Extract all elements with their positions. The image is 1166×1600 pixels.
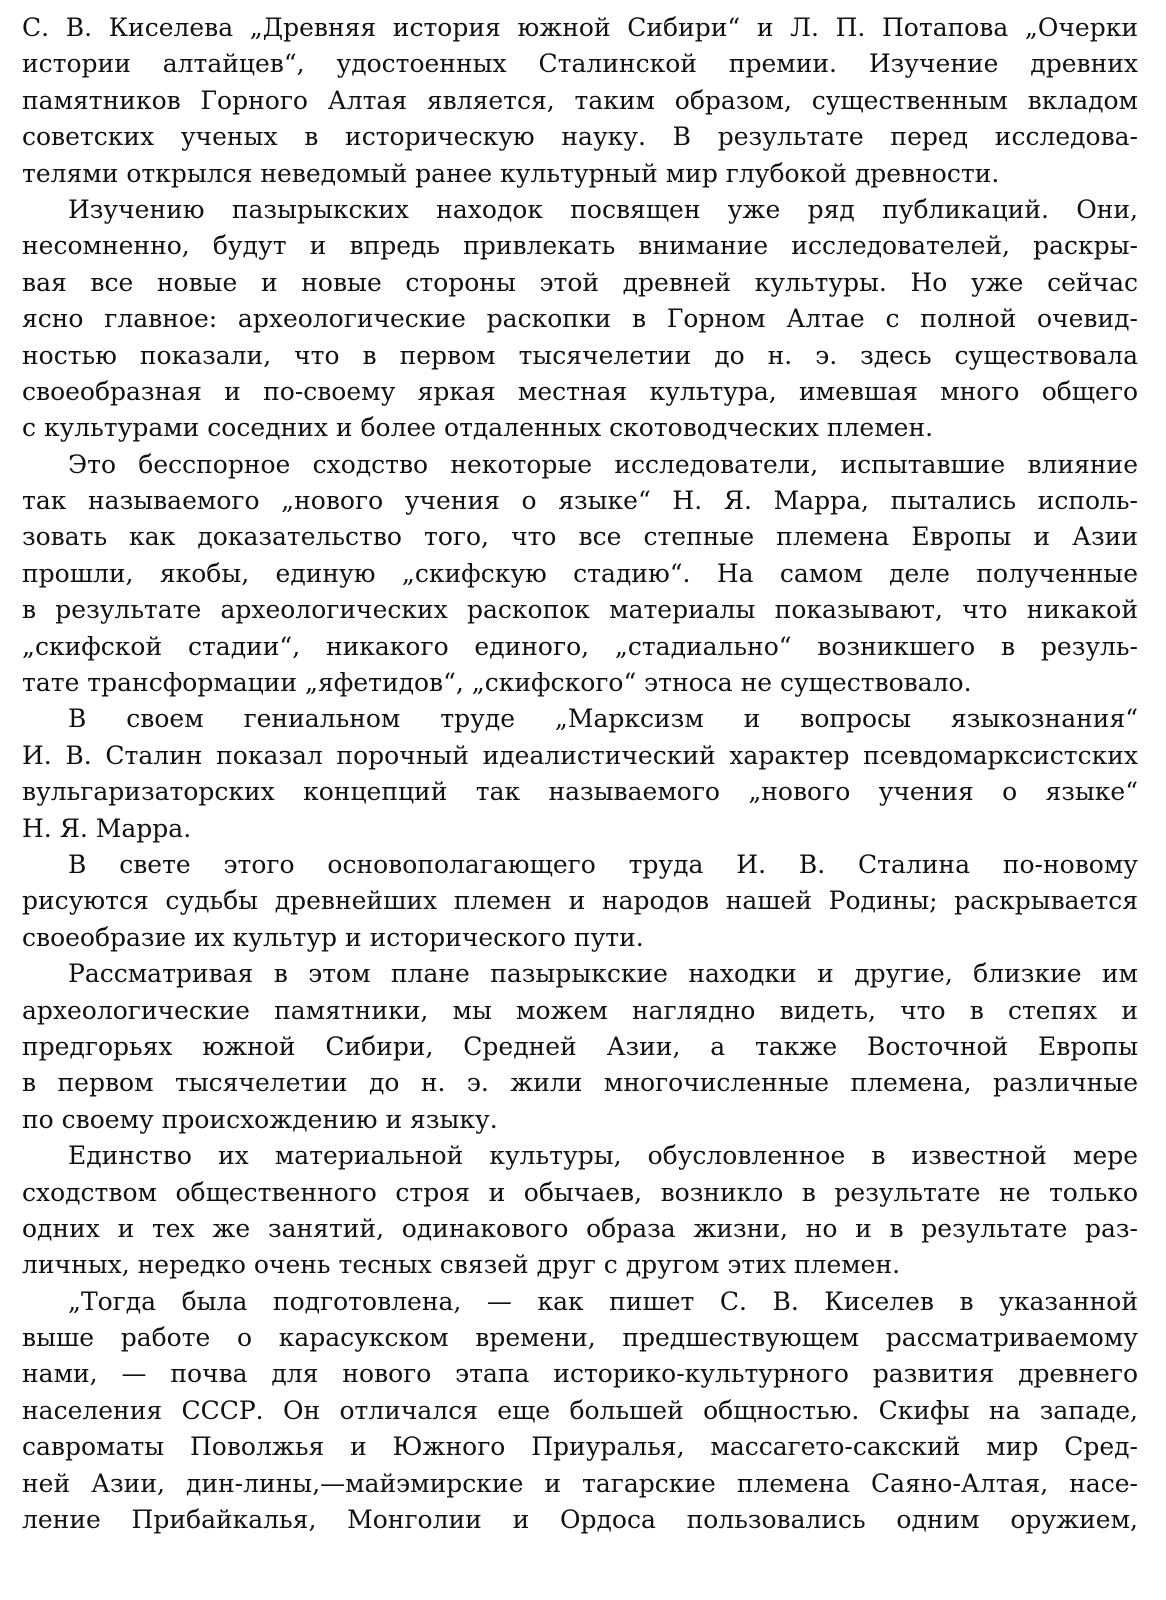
text-line: ней Азии, дин-лины,—майэмирские и тагарские племена Саяно-Алтая, насе- xyxy=(22,1468,1138,1498)
paragraph-1 xyxy=(22,10,1138,192)
text-line: советских ученых в историческую науку. В результате перед исследова- xyxy=(22,122,1138,152)
text-line: населения СССР. Он отличался еще большей общностью. Скифы на западе, xyxy=(22,1395,1138,1425)
text-line: С. В. Киселева „Древняя история южной Сибири“ и Л. П. Потапова „Очерки xyxy=(22,13,1138,42)
text-line: так называемого „нового учения о языке“ Н. Я. Марра, пытались исполь- xyxy=(22,486,1138,516)
text-line: археологические памятники, мы можем наглядно видеть, что в степях и xyxy=(22,995,1138,1025)
text-line: в результате археологических раскопок материалы показывают, что никакой xyxy=(22,595,1138,625)
text-line: Это бесспорное сходство некоторые исследователи, испытавшие влияние xyxy=(68,449,1138,479)
text-line: по своему происхождению и языку. xyxy=(22,1104,498,1134)
text-line: вульгаризаторских концепций так называемого „нового учения о языке“ xyxy=(22,777,1138,807)
text-line: несомненно, будут и впредь привлекать внимание исследователей, раскры- xyxy=(22,231,1138,261)
text-line: „скифской стадии“, никакого единого, „стадиально“ возникшего в резуль- xyxy=(22,631,1138,661)
paragraph-6 xyxy=(22,956,1138,1138)
text-line: своеобразие их культур и исторического пути. xyxy=(22,922,644,952)
text-line: сходством общественного строя и обычаев, возникло в результате не только xyxy=(22,1177,1138,1207)
text-line: савроматы Поволжья и Южного Приуралья, массагето-сакский мир Сред- xyxy=(22,1432,1138,1462)
text-line: личных, нередко очень тесных связей друг с другом этих племен. xyxy=(22,1250,901,1280)
paragraph-5 xyxy=(22,847,1138,956)
text-line: Рассматривая в этом плане пазырыкские находки и другие, близкие им xyxy=(68,959,1138,989)
text-line: „Тогда была подготовлена, — как пишет С. В. Киселев в указанной xyxy=(68,1286,1138,1316)
text-line: ностью показали, что в первом тысячелетии до н. э. здесь существовала xyxy=(22,340,1138,370)
text-line: с культурами соседних и более отдаленных скотоводческих племен. xyxy=(22,413,934,443)
paragraph-2 xyxy=(22,192,1138,447)
text-line: нами, — почва для нового этапа историко-культурного развития древнего xyxy=(22,1359,1138,1389)
text-line: выше работе о карасукском времени, предшествующем рассматриваемому xyxy=(22,1323,1138,1353)
paragraph-4 xyxy=(22,701,1138,847)
paragraph-8 xyxy=(22,1284,1138,1539)
text-line: тате трансформации „яфетидов“, „скифского“ этноса не существовало. xyxy=(22,668,972,698)
text-line: предгорьях южной Сибири, Средней Азии, а также Восточной Европы xyxy=(22,1031,1138,1061)
document-page xyxy=(22,10,1138,1538)
text-line: своеобразная и по-своему яркая местная культура, имевшая много общего xyxy=(22,376,1138,406)
text-line: рисуются судьбы древнейших племен и народов нашей Родины; раскрывается xyxy=(22,886,1138,916)
text-line: одних и тех же занятий, одинакового образа жизни, но и в результате раз- xyxy=(22,1213,1138,1243)
text-line: Единство их материальной культуры, обусловленное в известной мере xyxy=(68,1141,1138,1171)
paragraph-7 xyxy=(22,1138,1138,1284)
text-line: в первом тысячелетии до н. э. жили многочисленные племена, различные xyxy=(22,1068,1138,1098)
text-line: В свете этого основополагающего труда И. В. Сталина по-новому xyxy=(68,849,1138,879)
text-line: В своем гениальном труде „Марксизм и вопросы языкознания“ xyxy=(68,704,1138,734)
paragraph-3 xyxy=(22,447,1138,702)
text-line: истории алтайцев“, удостоенных Сталинской премии. Изучение древних xyxy=(22,49,1138,79)
text-line: памятников Горного Алтая является, таким образом, существенным вкладом xyxy=(22,85,1138,115)
text-line: Н. Я. Марра. xyxy=(22,813,192,843)
text-line: И. В. Сталин показал порочный идеалистический характер псевдомарксистских xyxy=(22,740,1138,770)
text-line: вая все новые и новые стороны этой древней культуры. Но уже сейчас xyxy=(22,267,1138,297)
text-line: телями открылся неведомый ранее культурный мир глубокой древности. xyxy=(22,158,1000,188)
text-line: ясно главное: археологические раскопки в Горном Алтае с полной очевид- xyxy=(22,304,1138,334)
text-line: прошли, якобы, единую „скифскую стадию“. На самом деле полученные xyxy=(22,558,1138,588)
text-line: зовать как доказательство того, что все степные племена Европы и Азии xyxy=(22,522,1138,552)
text-line: Изучению пазырыкских находок посвящен уже ряд публикаций. Они, xyxy=(68,194,1138,224)
text-line: ление Прибайкалья, Монголии и Ордоса пользовались одним оружием, xyxy=(22,1505,1138,1535)
